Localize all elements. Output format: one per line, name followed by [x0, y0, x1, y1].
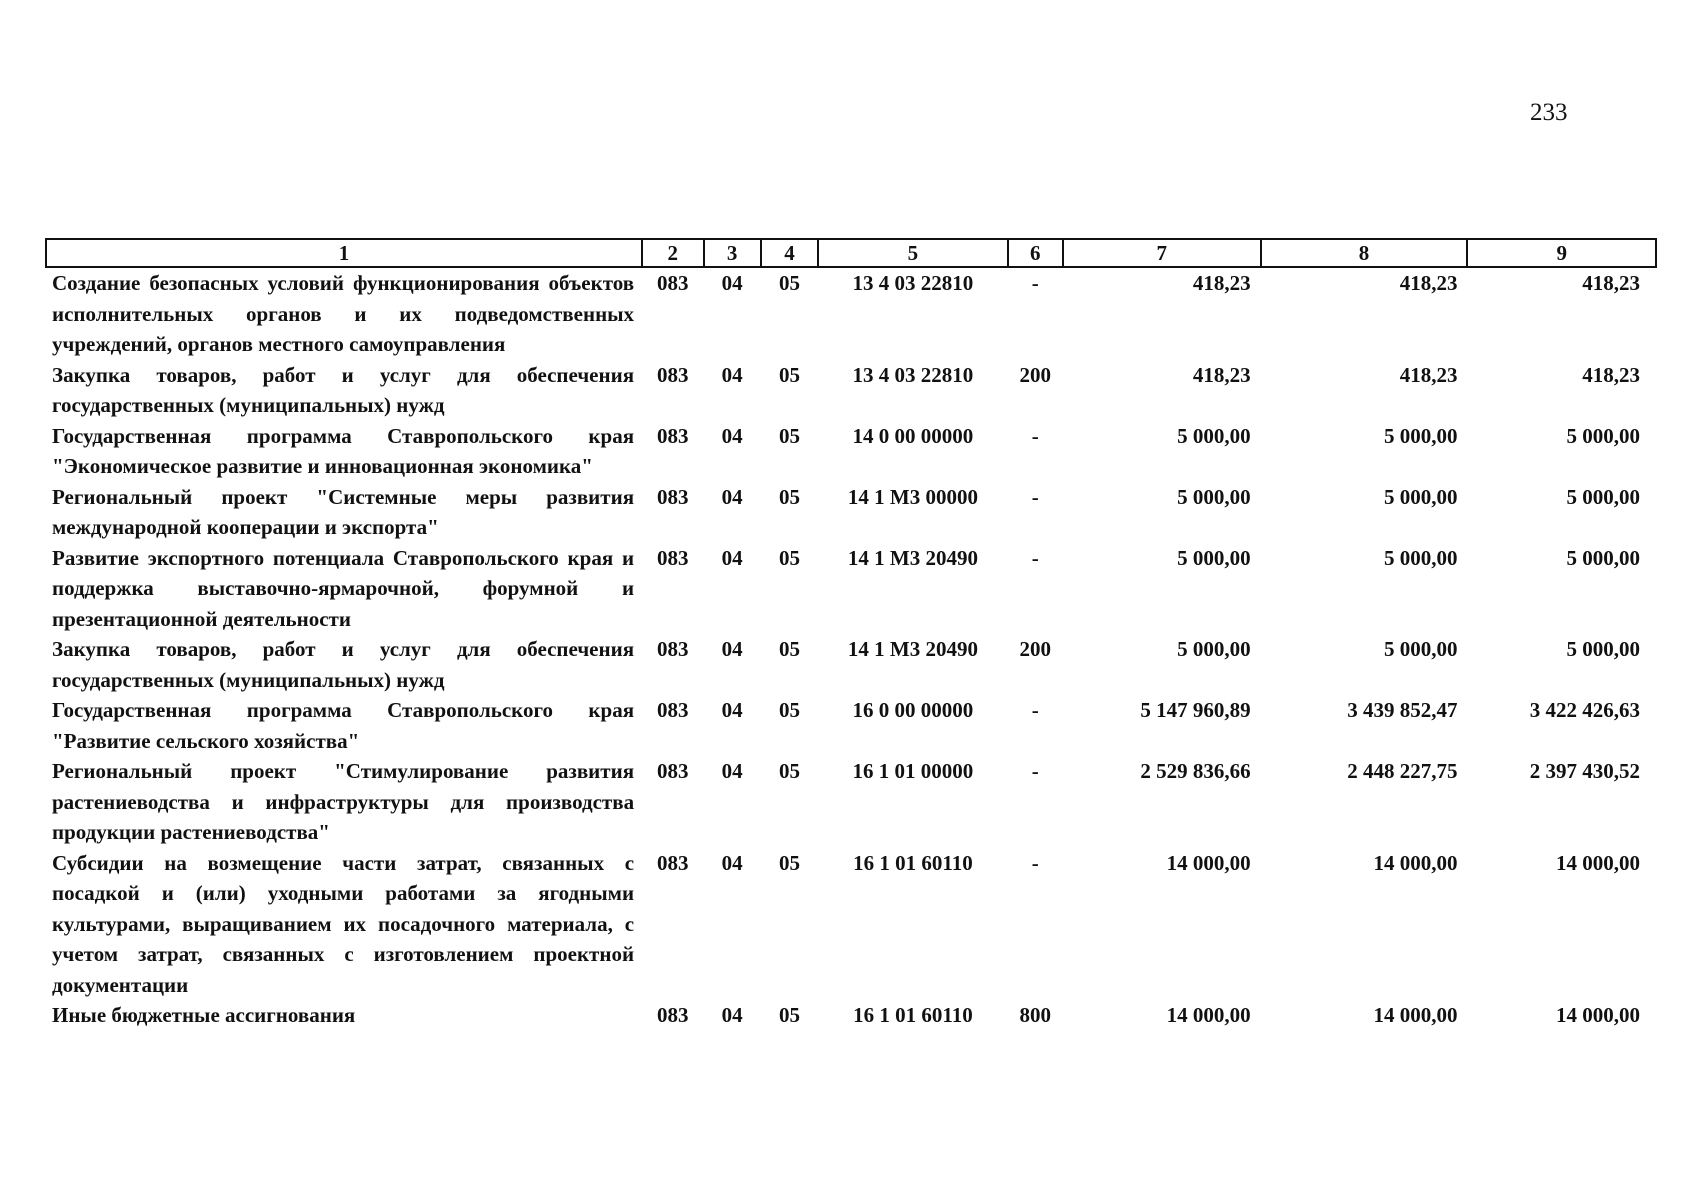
- column-header: 3: [704, 239, 761, 267]
- row-name: Региональный проект "Стимулирование развития растениеводства и инфраструктуры для производства продукции растениеводства": [52, 759, 635, 844]
- subsection-code: 05: [779, 637, 801, 661]
- ministry-code: 083: [657, 271, 689, 295]
- ministry-code: 083: [657, 423, 689, 448]
- amount-col9: 418,23: [1582, 362, 1640, 387]
- subsection-code: 05: [779, 545, 801, 570]
- expense-type-code: -: [1031, 271, 1039, 295]
- target-article-code: 14 0 00 00000: [852, 423, 974, 448]
- amount-col8: 14 000,00: [1373, 850, 1458, 875]
- row-name: Государственная программа Ставропольского края "Развитие сельского хозяйства": [52, 698, 635, 753]
- row-name: Иные бюджетные ассигнования: [52, 1003, 356, 1027]
- amount-col8: 5 000,00: [1383, 545, 1458, 570]
- amount-col9: 3 422 426,63: [1529, 698, 1640, 722]
- header-row: [46, 239, 1656, 267]
- column-header: 8: [1261, 239, 1468, 267]
- ministry-code: 083: [657, 850, 689, 875]
- target-article-code: 14 1 М3 00000: [847, 484, 978, 509]
- column-header: 9: [1467, 239, 1656, 267]
- amount-col9: 5 000,00: [1566, 637, 1640, 661]
- section-code: 04: [721, 362, 743, 387]
- ministry-code: 083: [657, 362, 689, 387]
- column-header: 1: [46, 239, 642, 267]
- subsection-code: 05: [779, 362, 801, 387]
- expense-type-code: 200: [1019, 362, 1052, 387]
- ministry-code: 083: [657, 484, 689, 509]
- amount-col7: 5 000,00: [1177, 423, 1251, 448]
- expense-type-code: -: [1031, 545, 1039, 570]
- target-article-code: 13 4 03 22810: [852, 271, 974, 295]
- amount-col8: 418,23: [1399, 271, 1458, 295]
- column-header: 2: [642, 239, 703, 267]
- budget-table: [45, 238, 1657, 1031]
- subsection-code: 05: [779, 484, 801, 509]
- subsection-code: 05: [779, 850, 801, 875]
- amount-col8: 5 000,00: [1383, 637, 1458, 661]
- target-article-code: 16 1 01 60110: [853, 850, 973, 875]
- ministry-code: 083: [657, 698, 689, 722]
- ministry-code: 083: [657, 759, 689, 783]
- table-row: [46, 360, 1656, 421]
- table-row: [46, 634, 1656, 695]
- subsection-code: 05: [779, 271, 801, 295]
- row-name: Субсидии на возмещение части затрат, связанных с посадкой и (или) уходными работами за ягодными культурами, выращиванием их посадочного материала, с учетом затрат, связанных с изготовлением проектной документации: [52, 850, 635, 997]
- amount-col7: 14 000,00: [1166, 850, 1251, 875]
- target-article-code: 14 1 М3 20490: [847, 545, 978, 570]
- expense-type-code: -: [1031, 850, 1039, 875]
- table-body: [46, 267, 1656, 1031]
- ministry-code: 083: [657, 545, 689, 570]
- column-header: 7: [1063, 239, 1261, 267]
- expense-type-code: 800: [1019, 1003, 1052, 1027]
- column-header: 5: [818, 239, 1007, 267]
- column-header: 6: [1008, 239, 1063, 267]
- row-name: Создание безопасных условий функционирования объектов исполнительных органов и их подведомственных учреждений, органов местного самоуправления: [52, 271, 635, 356]
- amount-col8: 5 000,00: [1383, 423, 1458, 448]
- amount-col9: 5 000,00: [1566, 423, 1640, 448]
- amount-col9: 5 000,00: [1566, 545, 1640, 570]
- amount-col7: 5 000,00: [1177, 545, 1251, 570]
- amount-col7: 5 000,00: [1177, 484, 1251, 509]
- target-article-code: 16 1 01 00000: [852, 759, 974, 783]
- section-code: 04: [721, 759, 743, 783]
- amount-col8: 5 000,00: [1383, 484, 1458, 509]
- section-code: 04: [721, 545, 743, 570]
- amount-col8: 418,23: [1399, 362, 1458, 387]
- amount-col7: 418,23: [1192, 362, 1251, 387]
- ministry-code: 083: [657, 637, 689, 661]
- expense-type-code: -: [1031, 698, 1039, 722]
- table-row: [46, 267, 1656, 360]
- expense-type-code: -: [1031, 423, 1039, 448]
- target-article-code: 16 1 01 60110: [853, 1003, 973, 1027]
- section-code: 04: [721, 1003, 743, 1027]
- section-code: 04: [721, 484, 743, 509]
- row-name: Закупка товаров, работ и услуг для обеспечения государственных (муниципальных) нужд: [52, 637, 635, 692]
- page-number: 233: [1530, 99, 1568, 126]
- subsection-code: 05: [779, 1003, 801, 1027]
- expense-type-code: 200: [1019, 637, 1052, 661]
- subsection-code: 05: [779, 759, 801, 783]
- section-code: 04: [721, 850, 743, 875]
- row-name: Закупка товаров, работ и услуг для обеспечения государственных (муниципальных) нужд: [52, 362, 635, 417]
- ministry-code: 083: [657, 1003, 689, 1027]
- table-row: [46, 482, 1656, 543]
- amount-col7: 2 529 836,66: [1140, 759, 1251, 783]
- column-header: 4: [761, 239, 818, 267]
- amount-col8: 3 439 852,47: [1347, 698, 1458, 722]
- amount-col7: 5 147 960,89: [1140, 698, 1251, 722]
- amount-col7: 418,23: [1192, 271, 1251, 295]
- expense-type-code: -: [1031, 484, 1039, 509]
- table-row: [46, 543, 1656, 635]
- section-code: 04: [721, 271, 743, 295]
- section-code: 04: [721, 423, 743, 448]
- expense-type-code: -: [1031, 759, 1039, 783]
- target-article-code: 16 0 00 00000: [852, 698, 974, 722]
- table-row: [46, 756, 1656, 848]
- target-article-code: 13 4 03 22810: [852, 362, 974, 387]
- table-header: [46, 239, 1656, 267]
- table-row: [46, 848, 1656, 1001]
- amount-col9: 418,23: [1582, 271, 1640, 295]
- row-name: Региональный проект "Системные меры развития международной кооперации и экспорта": [52, 484, 635, 539]
- table-row: [46, 421, 1656, 482]
- amount-col7: 5 000,00: [1177, 637, 1251, 661]
- subsection-code: 05: [779, 423, 801, 448]
- amount-col7: 14 000,00: [1166, 1003, 1251, 1027]
- amount-col8: 2 448 227,75: [1347, 759, 1458, 783]
- amount-col9: 14 000,00: [1556, 850, 1640, 875]
- section-code: 04: [721, 698, 743, 722]
- amount-col9: 5 000,00: [1566, 484, 1640, 509]
- subsection-code: 05: [779, 698, 801, 722]
- table-row: [46, 695, 1656, 756]
- amount-col8: 14 000,00: [1373, 1003, 1458, 1027]
- target-article-code: 14 1 М3 20490: [847, 637, 978, 661]
- table-row: [46, 1000, 1656, 1031]
- row-name: Развитие экспортного потенциала Ставропольского края и поддержка выставочно-ярмарочной, форумной и презентационной деятельности: [52, 545, 635, 631]
- section-code: 04: [721, 637, 743, 661]
- amount-col9: 14 000,00: [1556, 1003, 1640, 1027]
- amount-col9: 2 397 430,52: [1529, 759, 1640, 783]
- row-name: Государственная программа Ставропольского края "Экономическое развитие и инновационная экономика": [52, 423, 635, 478]
